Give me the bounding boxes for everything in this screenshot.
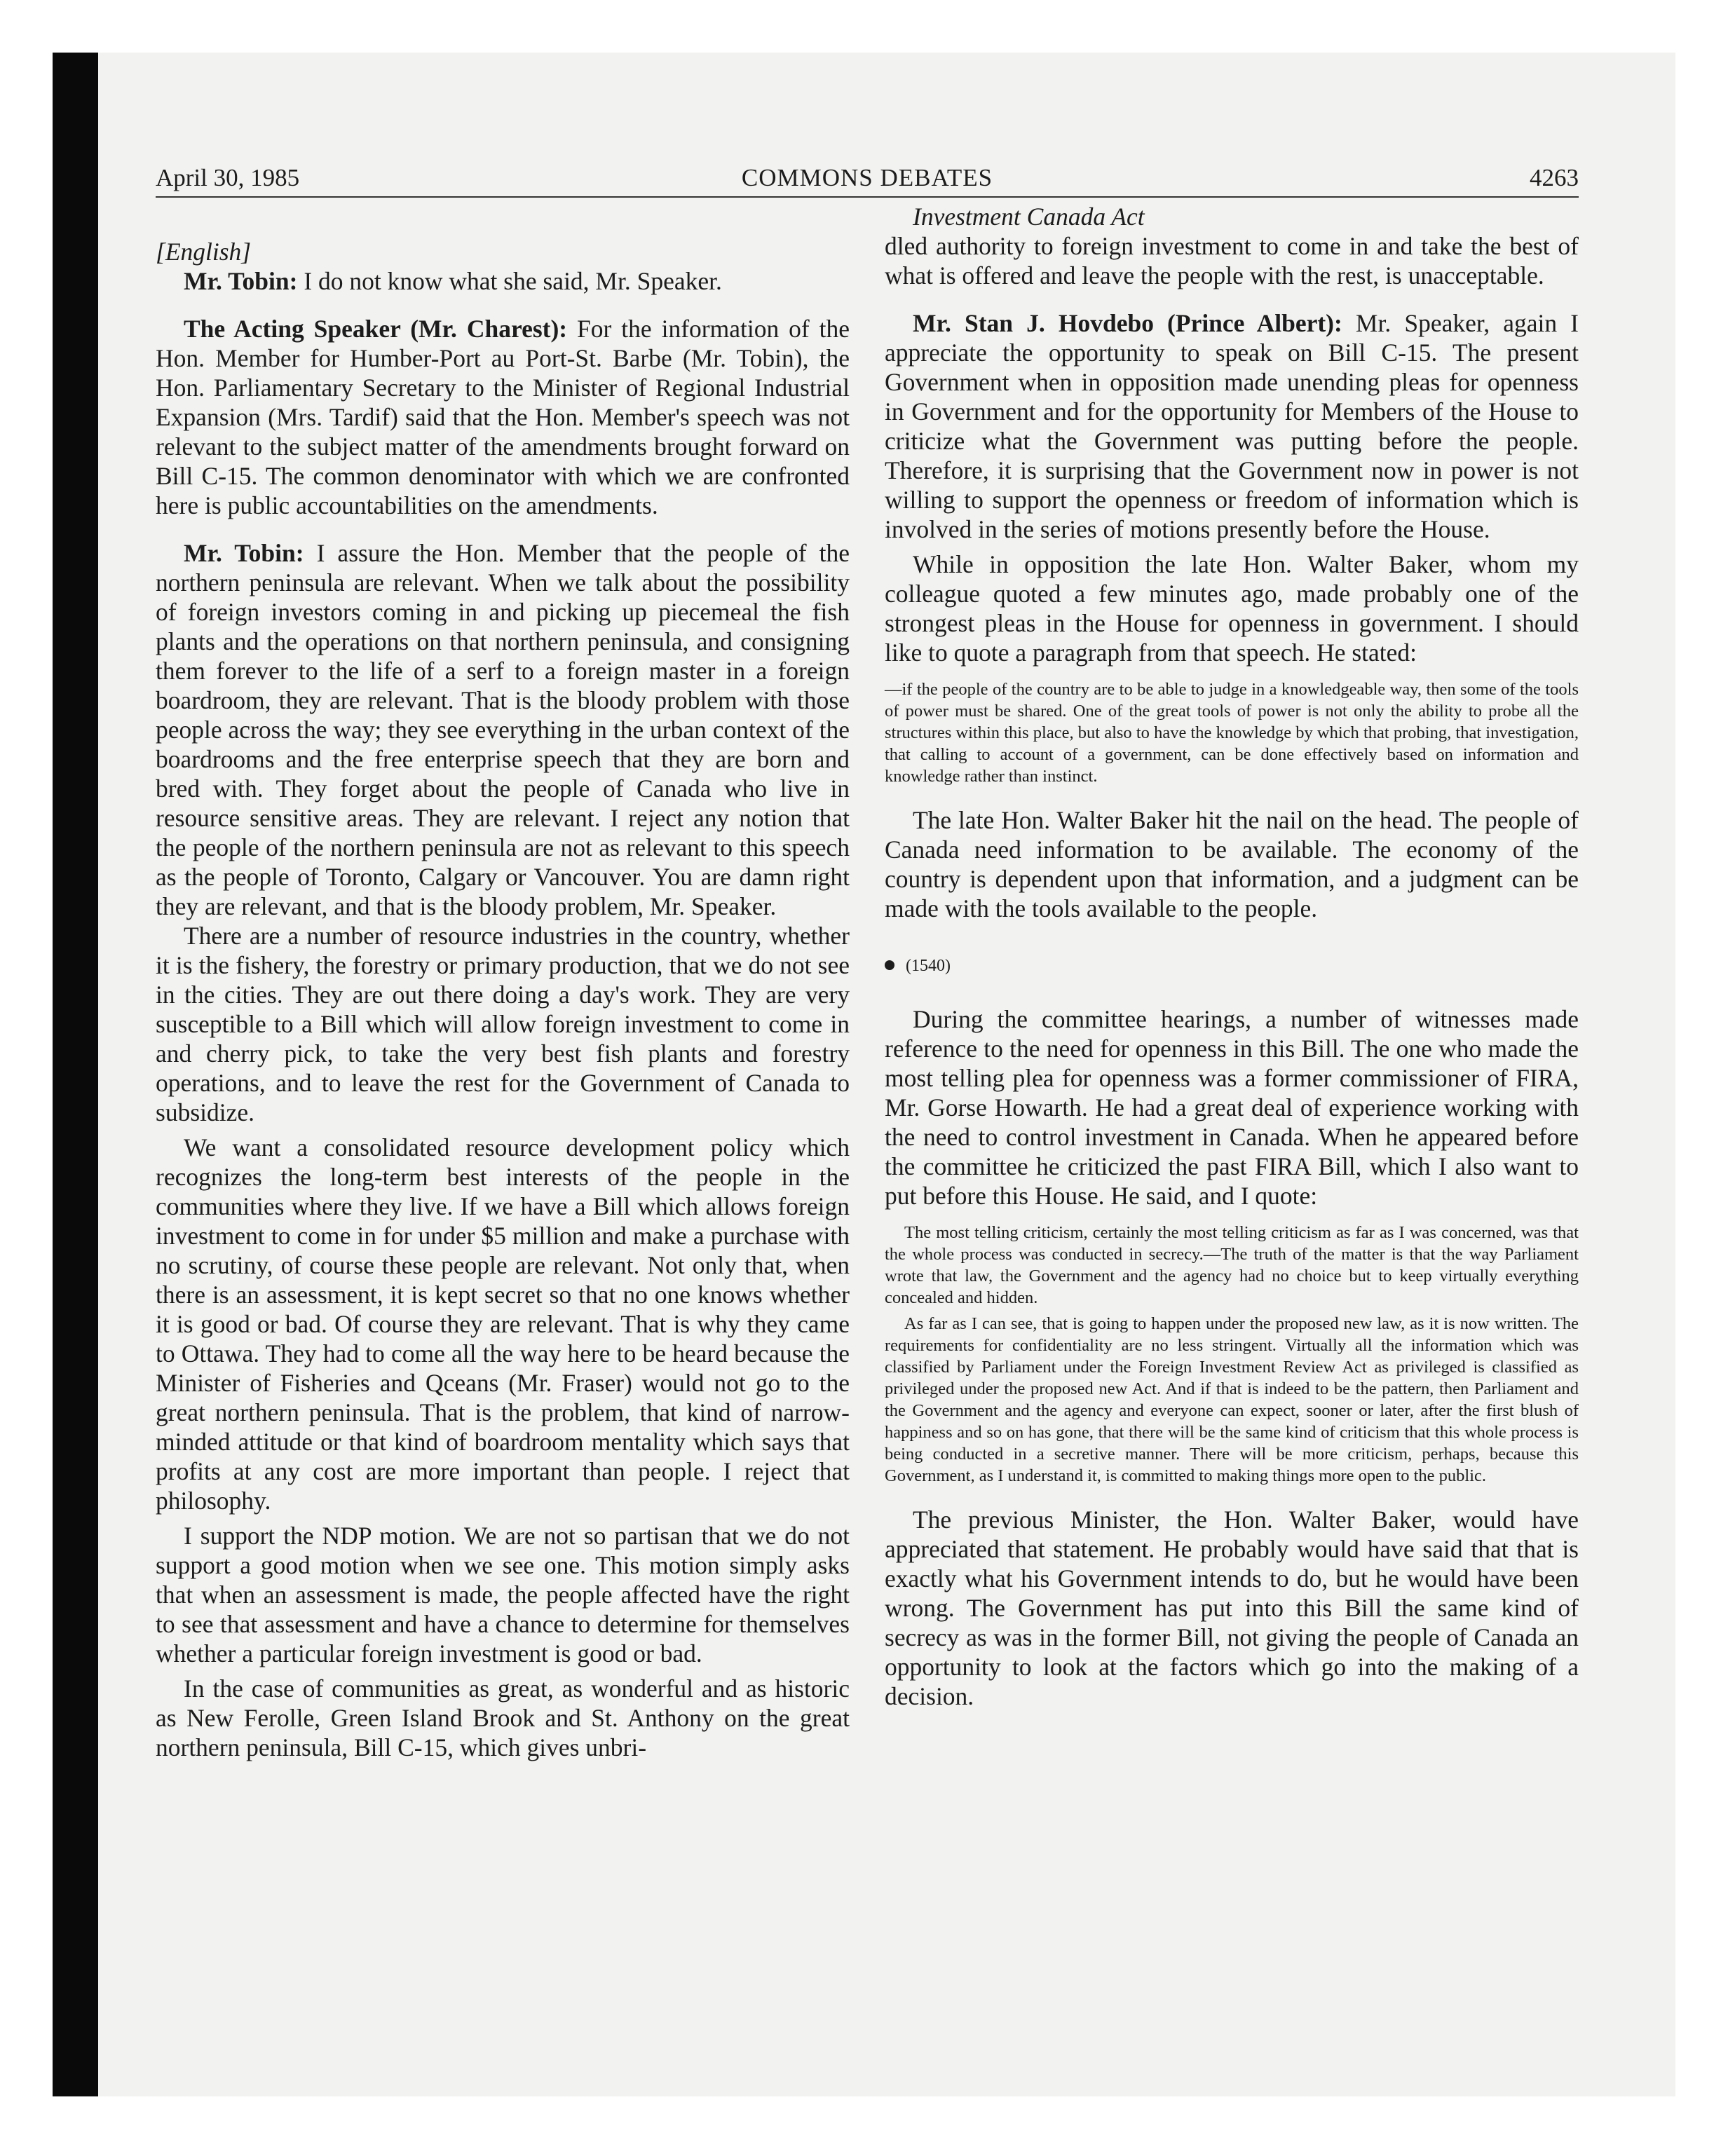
paragraph bbox=[156, 314, 850, 520]
header-journal-title: COMMONS DEBATES bbox=[741, 164, 993, 191]
right-column bbox=[885, 202, 1579, 1711]
paragraph bbox=[156, 266, 850, 296]
paragraph-text: I assure the Hon. Member that the people of the northern peninsula are relevant. When we talk about the possibility of foreign investors coming in and picking up piecemeal the fish plants and the operations on that northern peninsula, and consigning them forever to the life of a serf to a foreign master in a foreign boardroom, they are relevant. That is the bloody problem with those people across the way; they see everything in the urban context of the boardrooms and the free enterprise speech that they are born and bred with. They forget about the people of Canada who live in resource sensitive areas. They are relevant. I reject any notion that the people of the northern peninsula are not as relevant to this speech as the people of Toronto, Calgary or Vancouver. You are damn right they are relevant, and that is the bloody problem, Mr. Speaker. bbox=[156, 539, 850, 920]
paragraph bbox=[885, 308, 1579, 544]
paragraph: dled authority to foreign investment to come in and take the best of what is offered and leave the people with the rest, is unacceptable. bbox=[885, 232, 1579, 289]
speaker-name: Mr. Tobin: bbox=[184, 539, 304, 567]
timestamp-marker bbox=[885, 955, 1579, 976]
paragraph: During the committee hearings, a number of witnesses made reference to the need for openness in this Bill. The one who made the most telling plea for openness was a former commissioner of FIRA, Mr. Gorse Howarth. He had a great deal of experience working with the need to control investment in Canada. When he appeared before the committee he criticized the past FIRA Bill, which I also want to put before this House. He said, and I quote: bbox=[885, 1005, 1579, 1210]
timestamp-text: (1540) bbox=[906, 957, 951, 975]
paragraph: While in opposition the late Hon. Walter Baker, whom my colleague quoted a few minutes ago, made probably one of the strongest pleas in the House for openness in government. I should like to quote a paragraph from that speech. He stated: bbox=[885, 550, 1579, 667]
speaker-name: Mr. Stan J. Hovdebo (Prince Albert): bbox=[913, 309, 1342, 337]
block-quote bbox=[885, 678, 1579, 787]
binding-edge bbox=[53, 53, 98, 2096]
quote-text: —if the people of the country are to be able to judge in a knowledgeable way, then some of the tools of power must be shared. One of the great tools of power is not only the ability to probe all the structures within this place, but also to have the knowledge by which that probing, that investigation, that calling to account of a government, can be done effectively based on information and knowledge rather than instinct. bbox=[885, 680, 1579, 786]
header-page-number: 4263 bbox=[1530, 164, 1579, 191]
document-page bbox=[156, 163, 1579, 1985]
left-column bbox=[156, 237, 850, 1762]
paragraph-text: For the information of the Hon. Member for Humber-Port au Port-St. Barbe (Mr. Tobin), the Hon. Parliamentary Secretary to the Minister of Regional Industrial Expansion (Mrs. Tardif) said that the Hon. Member's speech was not relevant to the subject matter of the amendments brought forward on Bill C-15. The common denominator with which we are confronted here is public accountabilities on the amendments. bbox=[156, 315, 850, 519]
paragraph: There are a number of resource industries in the country, whether it is the fishery, the forestry or primary production, that we do not see in the cities. They are out there doing a day's work. They are very susceptible to a Bill which will allow foreign investment to come in and cherry pick, to take the very best fish plants and forestry operations, and to leave the rest for the Government of Canada to subsidize. bbox=[156, 922, 850, 1126]
bullet-icon bbox=[885, 960, 894, 970]
speaker-name: The Acting Speaker (Mr. Charest): bbox=[184, 315, 568, 343]
paragraph-text: I do not know what she said, Mr. Speaker. bbox=[304, 267, 722, 295]
quote-text: As far as I can see, that is going to happen under the proposed new law, as it is now written. The requirements for confidentiality are no less stringent. Virtually all the information which was classified by Parliament under the Foreign Investment Review Act as privileged is classified as privileged under the proposed new Act. And if that is indeed to be the pattern, then Parliament and the Government and the agency and everyone can expect, sooner or later, after the first blush of happiness and so on has gone, that there will be the same kind of criticism that this whole process is being conducted in a secretive manner. There will be more criticism, perhaps, because this Government, as I understand it, is committed to making things more open to the public. bbox=[885, 1314, 1579, 1485]
language-marker: [English] bbox=[156, 238, 252, 266]
paragraph: The late Hon. Walter Baker hit the nail on the head. The people of Canada need information to be available. The economy of the country is dependent upon that information, and a judgment can be made with the tools available to the people. bbox=[885, 806, 1579, 922]
paragraph: In the case of communities as great, as wonderful and as historic as New Ferolle, Green Island Brook and St. Anthony on the great northern peninsula, Bill C-15, which gives unbri- bbox=[156, 1674, 850, 1761]
header-date: April 30, 1985 bbox=[156, 164, 300, 191]
quote-text: The most telling criticism, certainly the most telling criticism as far as I was concerned, was that the whole process was conducted in secrecy.—The truth of the matter is that the way Parliament wrote that law, the Government and the agency had no choice but to keep virtually everything concealed and hidden. bbox=[885, 1223, 1579, 1307]
block-quote bbox=[885, 1222, 1579, 1487]
section-title: Investment Canada Act bbox=[913, 203, 1145, 231]
paragraph-text: Mr. Speaker, again I appreciate the opportunity to speak on Bill C-15. The present Government when in opposition made unending pleas for openness in Government and for the opportunity for Members of the House to criticize what the Government was putting before the people. Therefore, it is surprising that the Government now in power is not willing to support the openness or freedom of information which is involved in the series of motions presently before the House. bbox=[885, 309, 1579, 543]
paragraph: We want a consolidated resource development policy which recognizes the long-term best interests of the people in the communities where they live. If we have a Bill which allows foreign investment to come in for under $5 million and make a purchase with no scrutiny, of course these people are relevant. Not only that, when there is an assessment, it is kept secret so that no one knows whether it is good or bad. Of course they are relevant. That is why they came to Ottawa. They had to come all the way here to be heard because the Minister of Fisheries and Qceans (Mr. Fraser) would not go to the great northern peninsula. That is the problem, that kind of narrow-minded attitude or that kind of boardroom mentality which says that profits at any cost are more important than people. I reject that philosophy. bbox=[156, 1133, 850, 1515]
running-header bbox=[156, 163, 1579, 198]
paragraph: The previous Minister, the Hon. Walter Baker, would have appreciated that statement. He probably would have said that that is exactly what his Government intends to do, but he would have been wrong. The Government has put into this Bill the same kind of secrecy as was in the former Bill, not giving the people of Canada an opportunity to look at the factors which go into the making of a decision. bbox=[885, 1506, 1579, 1710]
paragraph bbox=[156, 538, 850, 921]
speaker-name: Mr. Tobin: bbox=[184, 267, 298, 295]
paragraph: I support the NDP motion. We are not so partisan that we do not support a good motion when we see one. This motion simply asks that when an assessment is made, the people affected have the right to see that assessment and have a chance to determine for themselves whether a particular foreign investment is good or bad. bbox=[156, 1522, 850, 1667]
